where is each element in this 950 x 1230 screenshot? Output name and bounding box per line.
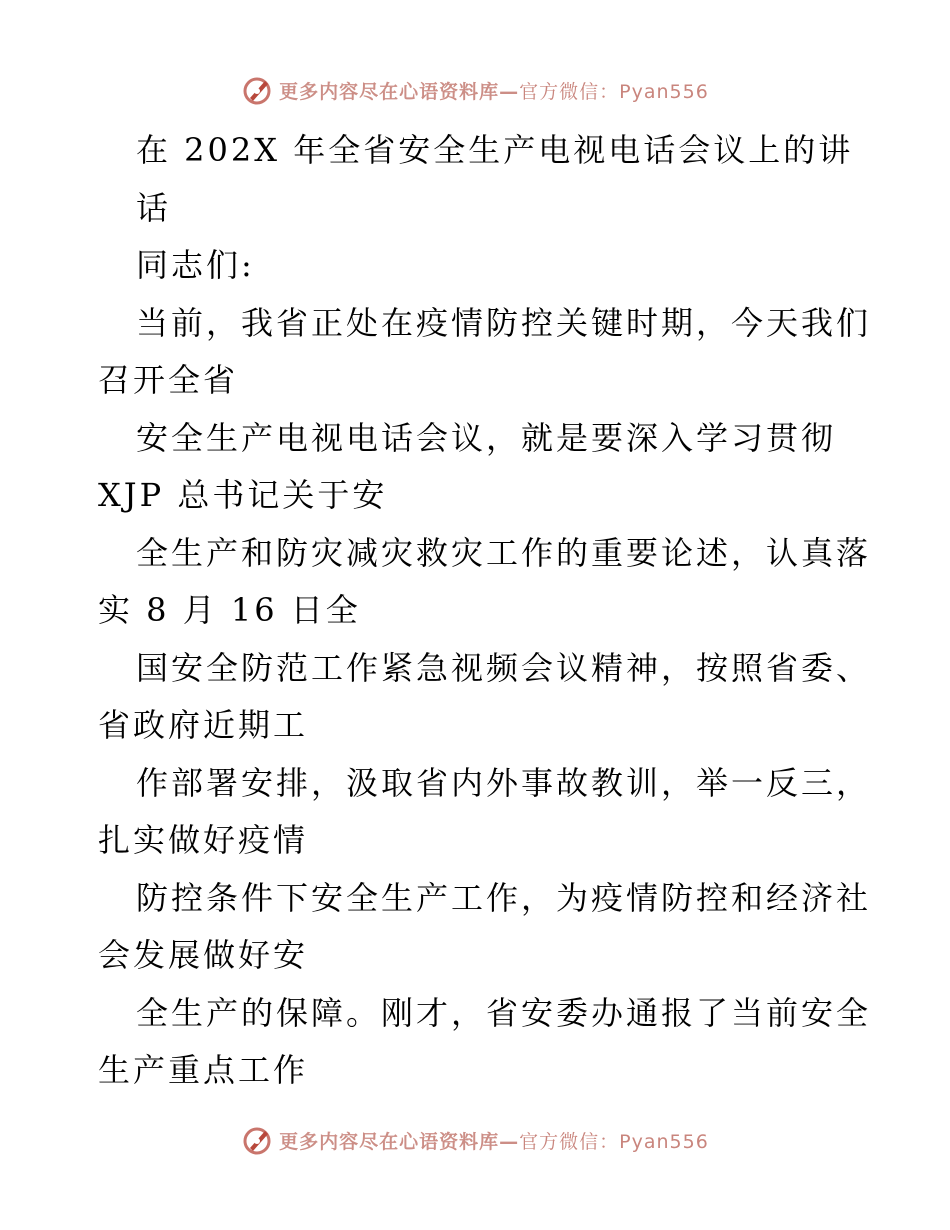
header-watermark-banner [0,70,950,110]
paragraph-line: 生产重点工作 [98,1051,309,1089]
watermark-site-text: 更多内容尽在心语资料库— [279,1130,520,1153]
paragraph-line: 防控条件下安全生产工作，为疫情防控和经济社 [136,878,872,917]
pen-circle-logo-icon [241,74,273,106]
paragraph-line: 省政府近期工 [98,706,309,744]
paragraph-line: 会发展做好安 [98,936,309,974]
paragraph-line: 作部署安排，汲取省内外事故教训，举一反三， [136,763,872,802]
salutation: 同志们: [136,246,255,284]
watermark-wechat-text: 官方微信：Pyan556 [519,1130,709,1153]
paragraph-line: 全生产和防灾减灾救灾工作的重要论述，认真落 [136,533,872,572]
footer-watermark-banner [0,1120,950,1160]
paragraph-line: 当前，我省正处在疫情防控关键时期，今天我们 [136,303,872,342]
document-body [98,122,872,1100]
paragraph-line: 召开全省 [98,361,239,399]
document-title-line-2: 话 [136,188,172,227]
paragraph-line: 安全生产电视电话会议，就是要深入学习贯彻 [136,418,837,457]
watermark-text [279,77,709,104]
paragraph-line: 全生产的保障。刚才，省安委办通报了当前安全 [136,993,872,1032]
pen-circle-logo-icon [241,1124,273,1156]
document-title-line-1: 在 202X 年全省安全生产电视电话会议上的讲 [136,131,854,169]
paragraph-line: 实 8 月 16 日全 [98,591,361,629]
watermark-text [279,1127,709,1154]
watermark-site-text: 更多内容尽在心语资料库— [279,80,520,103]
watermark-wechat-text: 官方微信：Pyan556 [519,80,709,103]
paragraph-line: 国安全防范工作紧急视频会议精神，按照省委、 [136,648,872,687]
paragraph-line: 扎实做好疫情 [98,821,309,859]
paragraph-line: XJP 总书记关于安 [98,476,388,514]
